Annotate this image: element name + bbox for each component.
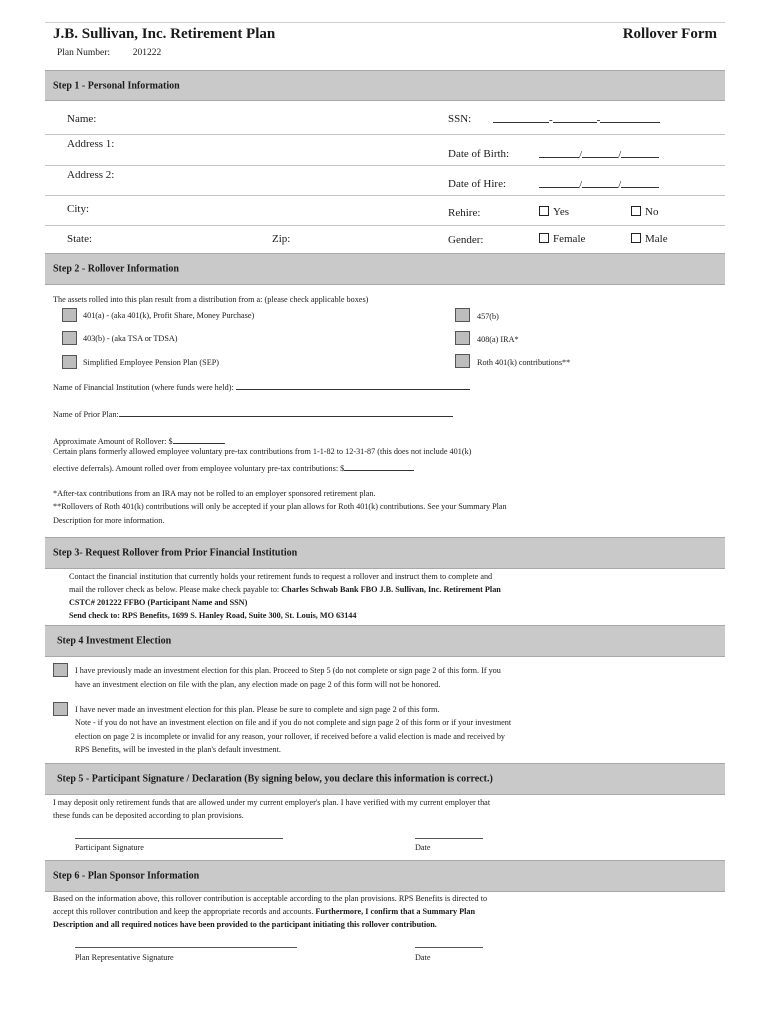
option-403b-checkbox[interactable]	[62, 331, 77, 345]
option-403b-label: 403(b) - (aka TSA or TDSA)	[83, 334, 178, 343]
step2-intro: The assets rolled into this plan result from a distribution from a: (please check applicable boxes)	[53, 295, 369, 304]
option-408a-label: 408(a) IRA*	[477, 335, 519, 344]
no-label: No	[645, 206, 659, 218]
participant-signature-label: Participant Signature	[75, 843, 144, 852]
rehire-no-checkbox[interactable]	[631, 206, 658, 218]
step3-heading: Step 3- Request Rollover from Prior Financial Institution	[53, 547, 298, 559]
male-label: Male	[645, 233, 668, 245]
option2-line4: RPS Benefits, will be invested in the plan's default investment.	[75, 745, 281, 754]
financial-institution-field[interactable]	[53, 380, 470, 392]
prior-plan-field[interactable]	[53, 407, 453, 419]
gender-label: Gender:	[448, 234, 484, 246]
plan-number	[57, 48, 161, 58]
approx-amount-field[interactable]	[53, 434, 225, 446]
representative-signature-label: Plan Representative Signature	[75, 953, 174, 962]
roth-note-line1: **Rollovers of Roth 401(k) contributions will only be accepted if your plan allows for Roth 401(k) contributions. See your Summary Plan	[53, 502, 507, 511]
option-401a-checkbox[interactable]	[62, 308, 77, 322]
name-label: Name:	[67, 113, 97, 125]
option-457b-label: 457(b)	[477, 312, 499, 321]
participant-signature-line[interactable]	[75, 838, 283, 839]
gender-female-checkbox[interactable]	[539, 233, 585, 245]
step3-header	[45, 537, 725, 569]
payee-name: Charles Schwab Bank FBO J.B. Sullivan, Inc. Retirement Plan	[281, 585, 501, 594]
company-title: J.B. Sullivan, Inc. Retirement Plan	[53, 26, 276, 42]
gender-male-checkbox[interactable]	[631, 233, 668, 245]
city-label: City:	[67, 203, 90, 215]
option1-line1: I have previously made an investment election for this plan. Proceed to Step 5 (do not complete or sign page 2 of this form. If you	[75, 666, 501, 675]
divider	[45, 134, 725, 135]
option-roth-label: Roth 401(k) contributions**	[477, 358, 571, 367]
step5-line1: I may deposit only retirement funds that are allowed under my current employer's plan. I have verified with my current employer that	[53, 798, 491, 807]
checkbox-icon	[539, 206, 549, 216]
step6-line1: Based on the information above, this rollover contribution is acceptable according to the plan provisions. RPS Benefits is directed to	[53, 894, 488, 903]
previous-election-checkbox[interactable]	[53, 663, 68, 677]
send-check-line: Send check to: RPS Benefits, 1699 S. Hanley Road, Suite 300, St. Louis, MO 63144	[69, 611, 357, 620]
step6-header	[45, 860, 725, 892]
step3-line2	[69, 585, 501, 594]
divider	[45, 225, 725, 226]
roth-note-line2: Description for more information.	[53, 516, 165, 525]
option-401a-label: 401(a) - (aka 401(k), Profit Share, Money Purchase)	[83, 311, 255, 320]
step5-line2: these funds can be deposited according to plan provisions.	[53, 811, 244, 820]
step1-heading: Step 1 - Personal Information	[53, 80, 180, 91]
cstc-line: CSTC# 201222 FFBO (Participant Name and SSN)	[69, 598, 248, 607]
step1-header	[45, 70, 725, 101]
step6-line2	[53, 907, 475, 916]
participant-date-line[interactable]	[415, 838, 483, 839]
female-label: Female	[553, 233, 586, 245]
approx-amount-label: Approximate Amount of Rollover: $	[53, 437, 173, 446]
certain-plans-line2: elective deferrals). Amount rolled over from employee voluntary pre-tax contributions: $	[53, 464, 345, 473]
option1-line2: have an investment election on file with the plan, any election made on page 2 of this form will not be honored.	[75, 680, 441, 689]
ssn-label: SSN:	[448, 113, 472, 125]
option2-line2: Note - if you do not have an investment election on file and if you do not complete and sign page 2 of this form or if your investment	[75, 718, 512, 727]
voluntary-amount-field[interactable]	[53, 461, 414, 473]
plan-number-value: 201222	[132, 48, 162, 58]
divider	[45, 195, 725, 196]
yes-label: Yes	[553, 206, 570, 218]
state-label: State:	[67, 233, 93, 245]
ira-note: *After-tax contributions from an IRA may not be rolled to an employer sponsored retirement plan.	[53, 489, 376, 498]
rollover-form-page	[45, 22, 725, 982]
option-457b-checkbox[interactable]	[455, 308, 470, 322]
step6-heading: Step 6 - Plan Sponsor Information	[53, 870, 200, 882]
certain-plans-line1: Certain plans formerly allowed employee voluntary pre-tax contributions from 1-1-82 to 12-31-87 (this does not include 401(k)	[53, 447, 472, 456]
step5-header	[45, 763, 725, 795]
representative-date-label: Date	[415, 953, 431, 962]
participant-date-label: Date	[415, 843, 431, 852]
option-roth-checkbox[interactable]	[455, 354, 470, 368]
option-sep-label: Simplified Employee Pension Plan (SEP)	[83, 358, 219, 367]
checkbox-icon	[631, 233, 641, 243]
representative-date-line[interactable]	[415, 947, 483, 948]
address1-label: Address 1:	[67, 138, 115, 150]
step5-heading: Step 5 - Participant Signature / Declaration (By signing below, you declare this information is correct.)	[57, 773, 493, 785]
dob-label: Date of Birth:	[448, 148, 510, 160]
zip-label: Zip:	[272, 233, 291, 245]
step4-header	[45, 625, 725, 657]
doh-label: Date of Hire:	[448, 178, 507, 190]
rehire-yes-checkbox[interactable]	[539, 206, 569, 218]
plan-number-label: Plan Number:	[57, 48, 111, 58]
option-sep-checkbox[interactable]	[62, 355, 77, 369]
financial-institution-label: Name of Financial Institution (where funds were held):	[53, 383, 234, 392]
top-border	[45, 22, 725, 23]
step6-line2-text: accept this rollover contribution and keep the appropriate records and accounts.	[53, 907, 316, 916]
rehire-label: Rehire:	[448, 207, 481, 219]
checkbox-icon	[631, 206, 641, 216]
divider	[45, 165, 725, 166]
representative-signature-line[interactable]	[75, 947, 297, 948]
step6-line2-bold: Furthermore, I confirm that a Summary Plan	[315, 907, 476, 916]
doh-field[interactable]: / /	[539, 178, 659, 191]
address2-label: Address 2:	[67, 169, 115, 181]
step3-line2-text: mail the rollover check as below. Please make check payable to:	[69, 585, 282, 594]
form-title: Rollover Form	[622, 26, 717, 42]
ssn-field[interactable]: - -	[493, 113, 660, 126]
step2-header	[45, 253, 725, 285]
never-elected-checkbox[interactable]	[53, 702, 68, 716]
step4-heading: Step 4 Investment Election	[57, 635, 172, 647]
step3-line1: Contact the financial institution that currently holds your retirement funds to request a rollover and instruct them to complete and	[69, 572, 493, 581]
prior-plan-label: Name of Prior Plan:	[53, 410, 119, 419]
option2-line1: I have never made an investment election for this plan. Please be sure to complete and sign page 2 of this form.	[75, 705, 440, 714]
step2-heading: Step 2 - Rollover Information	[53, 263, 179, 275]
checkbox-icon	[539, 233, 549, 243]
step6-line3: Description and all required notices have been provided to the participant initiating this rollover contribution.	[53, 920, 437, 929]
dob-field[interactable]: / /	[539, 148, 659, 161]
option2-line3: election on page 2 is incomplete or invalid for any reason, your rollover, if received before a valid election is made and received by	[75, 732, 506, 741]
option-408a-checkbox[interactable]	[455, 331, 470, 345]
